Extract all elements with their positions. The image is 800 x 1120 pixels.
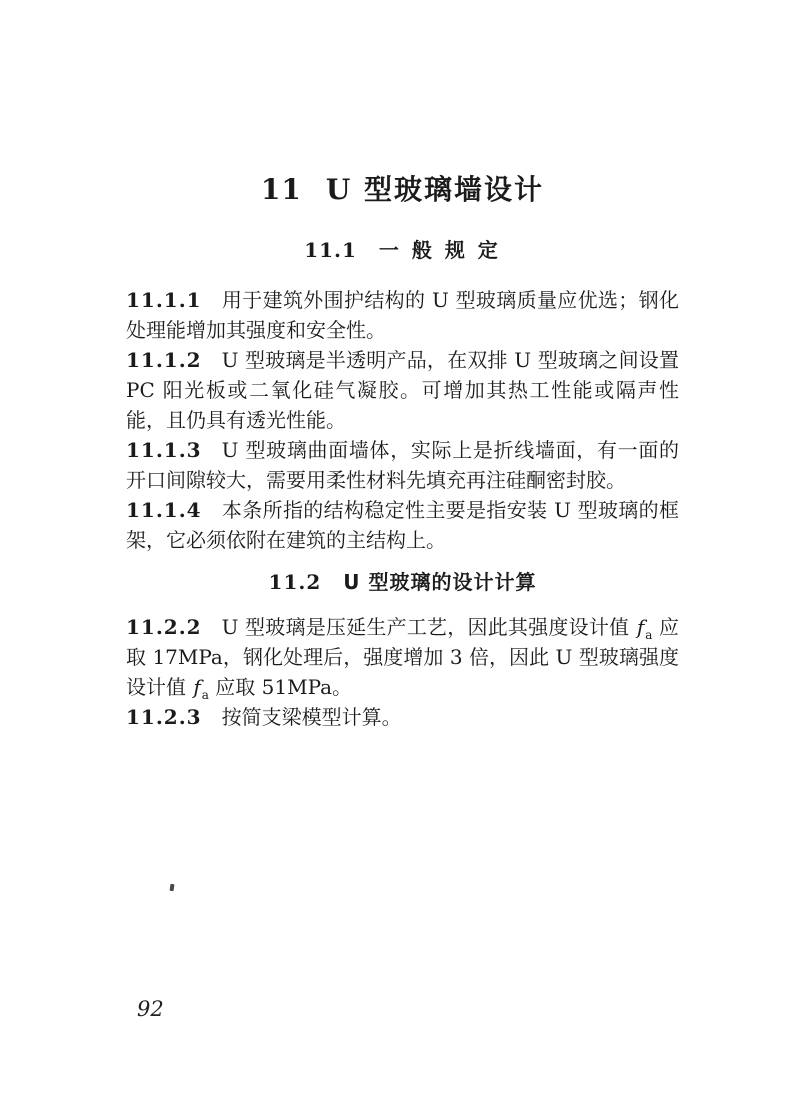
section-title-11-1: 一 般 规 定 xyxy=(378,238,501,262)
clause-text: 按简支梁模型计算。 xyxy=(221,705,402,729)
clause-text-part-1: U 型玻璃是压延生产工艺，因此其强度设计值 xyxy=(221,615,636,639)
clause-number: 11.2.3 xyxy=(126,705,202,729)
page-number: 92 xyxy=(137,997,164,1021)
clause-text: U 型玻璃曲面墙体，实际上是折线墙面，有一面的开口间隙较大，需要用柔性材料先填充再注硅酮密封胶。 xyxy=(126,438,679,492)
clause-text: 用于建筑外围护结构的 U 型玻璃质量应优选；钢化处理能增加其强度和安全性。 xyxy=(126,288,679,342)
chapter-number: 11 xyxy=(260,173,302,206)
clause-text-part-3: 应取 51MPa。 xyxy=(208,675,353,699)
page-content xyxy=(126,0,679,732)
clause-number: 11.1.2 xyxy=(126,348,202,372)
chapter-title xyxy=(126,174,679,206)
clause-number: 11.1.3 xyxy=(126,438,202,462)
symbol-fa: f xyxy=(636,615,645,639)
symbol-fa-subscript: a xyxy=(645,628,653,642)
clause-11-1-4 xyxy=(126,495,679,555)
symbol-fa-subscript: a xyxy=(201,688,209,702)
clause-number: 11.1.4 xyxy=(126,498,202,522)
symbol-fa: f xyxy=(193,675,201,699)
clause-11-1-3 xyxy=(126,435,679,495)
scan-speck xyxy=(170,884,175,891)
section-title-11-2: U 型玻璃的设计计算 xyxy=(343,570,537,594)
section-heading-11-2 xyxy=(126,571,679,593)
clause-text: 本条所指的结构稳定性主要是指安装 U 型玻璃的框架，它必须依附在建筑的主结构上。 xyxy=(126,498,679,552)
clause-number: 11.2.2 xyxy=(126,615,202,639)
clause-11-2-3 xyxy=(126,702,679,732)
clause-text-part-2: 应取 17MPa，钢化处理后，强度增加 3 倍，因此 U 型玻璃强度设计值 xyxy=(126,615,680,699)
clause-text: U 型玻璃是半透明产品，在双排 U 型玻璃之间设置 PC 阳光板或二氧化硅气凝胶。可增加其热工性能或隔声性能，且仍具有透光性能。 xyxy=(126,348,679,432)
body-text xyxy=(126,285,679,732)
section-number-11-1: 11.1 xyxy=(304,238,357,262)
clause-11-2-2 xyxy=(126,612,679,702)
section-number-11-2: 11.2 xyxy=(268,570,322,594)
clause-11-1-1 xyxy=(126,285,679,345)
section-heading-11-1 xyxy=(126,239,679,261)
clause-11-1-2 xyxy=(126,345,679,435)
clause-number: 11.1.1 xyxy=(126,288,202,312)
chapter-name: U 型玻璃墙设计 xyxy=(325,173,545,206)
